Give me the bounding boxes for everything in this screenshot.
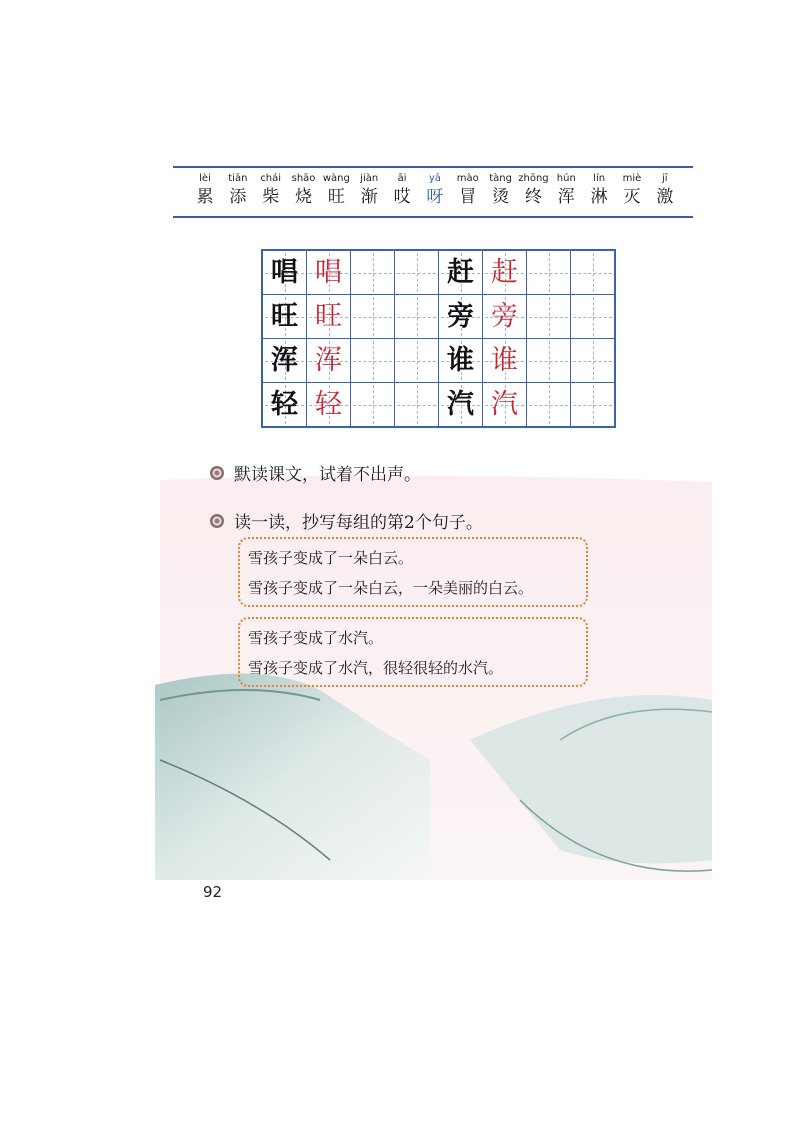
character-writing-grid xyxy=(261,249,616,428)
trace-character xyxy=(483,339,527,383)
grid-character: 轻 xyxy=(315,389,342,420)
vocab-pinyin: shāo xyxy=(291,173,316,184)
model-character xyxy=(439,339,483,383)
empty-practice-cell xyxy=(571,339,616,383)
vocab-pinyin: hún xyxy=(556,173,576,184)
vocab-item xyxy=(486,172,516,212)
vocab-hanzi: 渐 xyxy=(360,187,378,207)
vocab-item xyxy=(420,172,450,212)
grid-character: 旁 xyxy=(491,301,518,332)
vocab-hanzi: 终 xyxy=(524,187,542,207)
task-read-and-copy xyxy=(210,508,483,533)
vocab-item xyxy=(321,172,351,212)
grid-character: 汽 xyxy=(491,389,518,420)
grid-character: 旺 xyxy=(315,301,342,332)
vocab-hanzi: 浑 xyxy=(557,187,575,207)
empty-practice-cell xyxy=(571,383,616,428)
trace-character xyxy=(483,383,527,428)
exercise-bullet-icon xyxy=(210,514,224,528)
vocab-pinyin: tàng xyxy=(489,173,512,184)
vocab-hanzi: 哎 xyxy=(393,187,411,207)
model-character xyxy=(439,383,483,428)
page-number: 92 xyxy=(203,883,223,901)
empty-practice-cell xyxy=(571,250,616,295)
trace-character xyxy=(307,250,351,295)
empty-practice-cell xyxy=(351,250,395,295)
trace-character xyxy=(307,383,351,428)
empty-practice-cell xyxy=(395,250,439,295)
grid-character: 轻 xyxy=(271,389,298,420)
empty-practice-cell xyxy=(395,383,439,428)
grid-character: 旁 xyxy=(447,301,474,332)
trace-character xyxy=(483,250,527,295)
empty-practice-cell xyxy=(395,339,439,383)
sentence: 雪孩子变成了水汽。 xyxy=(248,629,384,647)
vocab-item xyxy=(387,172,417,212)
grid-character: 汽 xyxy=(447,389,474,420)
empty-practice-cell xyxy=(571,295,616,339)
vocab-item xyxy=(518,172,548,212)
vocab-pinyin: yā xyxy=(428,173,441,184)
vocab-hanzi: 烫 xyxy=(492,187,510,207)
model-character xyxy=(439,295,483,339)
sentence: 雪孩子变成了一朵白云，一朵美丽的白云。 xyxy=(248,579,534,597)
grid-character: 唱 xyxy=(315,257,342,288)
task-silent-reading xyxy=(210,460,421,485)
empty-practice-cell xyxy=(395,295,439,339)
vocab-pinyin: tiān xyxy=(228,173,248,184)
exercise-bullet-icon xyxy=(210,466,224,480)
empty-practice-cell xyxy=(351,339,395,383)
vocab-item xyxy=(289,172,319,212)
vocab-hanzi: 激 xyxy=(656,187,674,207)
vocabulary-row xyxy=(190,172,680,212)
empty-practice-cell xyxy=(527,339,571,383)
sentence: 雪孩子变成了一朵白云。 xyxy=(248,549,414,567)
vocab-hanzi: 累 xyxy=(196,187,214,207)
empty-practice-cell xyxy=(351,295,395,339)
grid-row xyxy=(262,383,615,428)
task-text: 读一读，抄写每组的第2个句子。 xyxy=(234,513,483,533)
grid-row xyxy=(262,295,615,339)
vocab-item xyxy=(223,172,253,212)
vocab-pinyin: lín xyxy=(593,173,606,184)
sentence-group-2 xyxy=(238,617,588,687)
empty-practice-cell xyxy=(527,383,571,428)
model-character xyxy=(262,295,307,339)
vocab-pinyin: jī xyxy=(662,173,668,184)
vocab-hanzi: 旺 xyxy=(327,187,345,207)
grid-character: 谁 xyxy=(491,345,518,376)
trace-character xyxy=(307,339,351,383)
vocab-hanzi: 灭 xyxy=(623,187,641,207)
vocab-pinyin: jiàn xyxy=(360,173,379,184)
vocab-hanzi: 淋 xyxy=(590,187,608,207)
trace-character xyxy=(307,295,351,339)
vocab-item xyxy=(453,172,483,212)
vocab-item xyxy=(650,172,680,212)
vocab-pinyin: āi xyxy=(397,173,407,184)
vocab-item xyxy=(190,172,220,212)
model-character xyxy=(262,339,307,383)
grid-character: 谁 xyxy=(447,345,474,376)
trace-character xyxy=(483,295,527,339)
vocab-item xyxy=(354,172,384,212)
vocab-pinyin: chái xyxy=(260,173,282,184)
vocab-hanzi: 冒 xyxy=(459,187,477,207)
vocab-item xyxy=(584,172,614,212)
grid-row xyxy=(262,339,615,383)
vocab-hanzi: 烧 xyxy=(295,187,313,207)
vocab-pinyin: zhōng xyxy=(518,173,549,184)
vocab-pinyin: lèi xyxy=(199,173,211,184)
task-text: 默读课文，试着不出声。 xyxy=(234,465,421,485)
vocab-hanzi: 柴 xyxy=(262,187,280,207)
vocab-item xyxy=(551,172,581,212)
model-character xyxy=(262,383,307,428)
vocab-pinyin: mào xyxy=(456,173,479,184)
model-character xyxy=(439,250,483,295)
vocab-bottom-rule xyxy=(173,216,693,218)
grid-row xyxy=(262,250,615,295)
model-character xyxy=(262,250,307,295)
grid-character: 赶 xyxy=(447,257,474,288)
grid-character: 赶 xyxy=(491,257,518,288)
empty-practice-cell xyxy=(351,383,395,428)
sentence-group-1 xyxy=(238,537,588,607)
vocab-top-rule xyxy=(173,166,693,168)
empty-practice-cell xyxy=(527,295,571,339)
vocab-pinyin: miè xyxy=(622,173,642,184)
grid-character: 唱 xyxy=(271,257,298,288)
vocab-hanzi: 呀 xyxy=(426,187,444,207)
vocab-pinyin: wàng xyxy=(322,173,350,184)
vocab-item xyxy=(256,172,286,212)
empty-practice-cell xyxy=(527,250,571,295)
sentence: 雪孩子变成了水汽，很轻很轻的水汽。 xyxy=(248,659,504,677)
vocab-item xyxy=(617,172,647,212)
grid-character: 浑 xyxy=(315,345,342,376)
grid-character: 旺 xyxy=(271,301,298,332)
vocab-hanzi: 添 xyxy=(229,187,247,207)
grid-character: 浑 xyxy=(271,345,298,376)
